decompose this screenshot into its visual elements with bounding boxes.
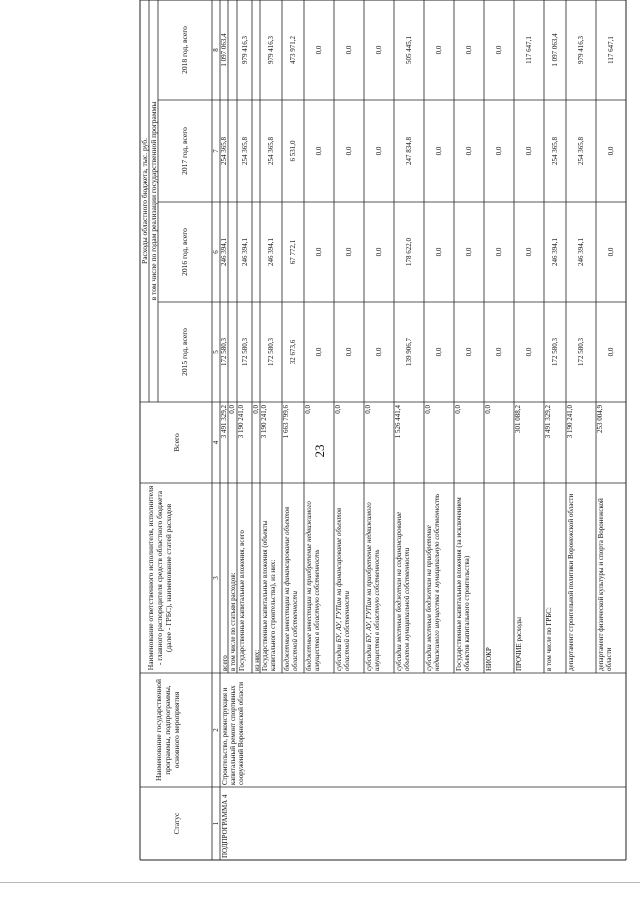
row-label: Государственные капитальные вложения, всего — [238, 530, 246, 671]
row-year-value: 1 097 063,4 — [220, 33, 228, 67]
row-total-value: 1 663 799,6 — [282, 405, 290, 439]
row-year-value: 979 416,3 — [240, 36, 249, 64]
col-number-5: 5 — [212, 350, 220, 354]
row-total-value: 0,0 — [454, 405, 462, 414]
row-year-value: 246 394,1 — [240, 238, 249, 266]
page-number: 23 — [312, 444, 327, 458]
row-year-value: 979 416,3 — [267, 36, 275, 64]
row-year-value: 139 906,7 — [405, 338, 413, 366]
row-year-value: 0,0 — [465, 247, 473, 257]
row-total-value: 0,0 — [304, 405, 312, 414]
row-year-value: 246 394,1 — [551, 238, 559, 266]
row-year-value: 0,0 — [315, 146, 323, 156]
row-year-value: 505 445,1 — [405, 36, 413, 64]
row-year-value: 67 772,1 — [289, 239, 297, 265]
row-total-value: 0,0 — [252, 405, 260, 414]
row-year-value — [252, 100, 261, 202]
row-total-value: 0,0 — [484, 405, 492, 414]
row-year-value: 0,0 — [375, 347, 383, 357]
row-year-value: 254 365,8 — [240, 137, 249, 165]
row-total-value: 3 190 241,0 — [566, 405, 574, 439]
row-total-value: 0,0 — [424, 405, 432, 414]
row-year-value: 254 365,8 — [267, 137, 275, 165]
row-label: всего — [221, 655, 229, 671]
row-year-value: 473 971,2 — [289, 36, 297, 64]
row-year-value: 172 580,3 — [577, 338, 585, 366]
col-number-7: 7 — [212, 149, 220, 153]
row-total-value: 0,0 — [228, 405, 236, 414]
row-year-value: 0,0 — [607, 247, 615, 257]
row-year-value — [252, 0, 261, 100]
row-total-value: 301 088,2 — [514, 405, 522, 433]
header-year-2018: 2018 год, всего — [180, 26, 189, 74]
row-year-value: 0,0 — [315, 45, 323, 55]
col-number-1: 1 — [212, 821, 220, 826]
row-year-value: 979 416,3 — [577, 36, 585, 64]
row-label: субсидии местным бюджетам на приобретение недвижимого имущества в муниципальную собственность — [425, 493, 441, 671]
row-year-value: 0,0 — [607, 146, 615, 156]
header-executor: Наименование ответственного исполнителя, исполнителя - главного распорядителя средств областного бюджета (далее - ГРБС), наименование статей расходов — [146, 485, 173, 671]
row-label: из них: — [253, 649, 261, 671]
budget-table — [100, 0, 644, 860]
row-year-value: 172 580,3 — [551, 338, 559, 366]
status-cell: ПОДПРОГРАММА 4 — [221, 794, 229, 858]
row-label: субсидии местным бюджетам на софинансирование объектов муниципальной собственности — [395, 511, 411, 671]
row-year-value — [228, 0, 237, 100]
row-year-value: 0,0 — [345, 45, 353, 55]
row-year-value: 0,0 — [465, 347, 473, 357]
row-year-value: 254 365,8 — [551, 137, 559, 165]
row-total-value: 1 526 441,4 — [394, 405, 402, 439]
row-year-value: 254 365,8 — [220, 137, 228, 165]
row-year-value — [252, 302, 261, 402]
row-label: департамент физической культуры и спорта Воронежской области — [597, 498, 613, 671]
header-status: Статус — [172, 812, 181, 835]
header-expenses-group: Расходы областного бюджета, тыс. руб. — [140, 138, 149, 264]
row-year-value: 0,0 — [375, 146, 383, 156]
row-year-value: 0,0 — [465, 146, 473, 156]
row-year-value: 0,0 — [495, 45, 503, 55]
row-label: субсидии БУ, АУ, ГУПам на финансирование объектов областной собственности — [335, 507, 351, 671]
col-number-2: 2 — [212, 728, 220, 732]
row-year-value: 0,0 — [435, 347, 443, 357]
row-year-value: 0,0 — [315, 247, 323, 257]
row-label: ПРОЧИЕ расходы — [515, 617, 523, 671]
bottom-divider — [0, 882, 640, 883]
row-year-value: 0,0 — [525, 146, 533, 156]
row-year-value: 0,0 — [607, 347, 615, 357]
row-label: Государственные капитальные вложения (объекты капитального строительства), из них: — [261, 520, 277, 671]
header-year-2016: 2016 год, всего — [180, 228, 189, 276]
col-number-8: 8 — [212, 48, 220, 52]
row-year-value: 0,0 — [435, 45, 443, 55]
row-year-value: 0,0 — [375, 45, 383, 55]
header-program-name: Наименование государственной программы, подпрограммы, основного мероприятия — [154, 678, 181, 782]
row-year-value — [228, 202, 237, 302]
row-year-value: 254 365,8 — [577, 137, 585, 165]
row-year-value: 0,0 — [525, 347, 533, 357]
row-year-value: 0,0 — [495, 146, 503, 156]
row-total-value: 3 190 241,0 — [260, 405, 268, 439]
row-year-value: 172 580,3 — [240, 338, 249, 366]
row-year-value: 6 531,0 — [289, 140, 297, 162]
row-label: бюджетные инвестиции на финансирование объектов областной собственности — [283, 506, 299, 671]
row-year-value: 0,0 — [435, 146, 443, 156]
row-year-value: 178 622,0 — [405, 238, 413, 266]
row-year-value: 246 394,1 — [267, 238, 275, 266]
row-year-value: 0,0 — [315, 347, 323, 357]
row-year-value: 0,0 — [525, 247, 533, 257]
row-year-value — [228, 302, 237, 402]
row-year-value: 32 673,6 — [289, 339, 297, 365]
row-label: в том числе по статьям расходов: — [229, 572, 237, 671]
row-year-value: 247 834,8 — [405, 137, 413, 165]
row-year-value: 0,0 — [345, 347, 353, 357]
row-year-value: 0,0 — [345, 146, 353, 156]
row-year-value: 172 580,3 — [267, 338, 275, 366]
col-number-6: 6 — [212, 250, 220, 254]
header-total: Всего — [172, 433, 181, 452]
row-year-value: 0,0 — [495, 247, 503, 257]
row-total-value: 0,0 — [364, 405, 372, 414]
row-year-value: 117 647,1 — [525, 36, 533, 64]
row-year-value: 246 394,1 — [577, 238, 585, 266]
row-year-value: 172 580,3 — [220, 338, 228, 366]
row-total-value: 3 491 329,2 — [220, 405, 228, 439]
header-year-2015: 2015 год, всего — [180, 328, 189, 376]
row-year-value: 1 097 063,4 — [551, 33, 559, 67]
row-total-value: 0,0 — [334, 405, 342, 414]
row-year-value: 0,0 — [375, 247, 383, 257]
row-year-value: 0,0 — [495, 347, 503, 357]
row-label: Государственные капитальные вложения (за исключением объектов капитального строительства) — [455, 497, 471, 671]
row-year-value: 0,0 — [345, 247, 353, 257]
program-cell: Строительство, реконструкция и капитальный ремонт спортивных сооружений Воронежской области — [221, 681, 245, 785]
col-number-4: 4 — [212, 440, 220, 445]
row-label: департамент строительной политики Воронежской области — [567, 493, 575, 671]
row-total-value: 3 190 241,0 — [237, 405, 245, 439]
row-year-value: 0,0 — [465, 45, 473, 55]
row-total-value: 253 004,9 — [596, 405, 604, 433]
row-label: в том числе по ГРБС: — [545, 607, 553, 671]
row-year-value: 117 647,1 — [607, 36, 615, 64]
row-total-value: 3 491 329,2 — [544, 405, 552, 439]
row-year-value: 246 394,1 — [220, 238, 228, 266]
row-year-value — [252, 202, 261, 302]
header-years-group: в том числе по годам реализации государственной программы — [149, 101, 158, 301]
col-number-3: 3 — [212, 576, 220, 580]
row-label: субсидии БУ, АУ, ГУПам на приобретение недвижимого имущества в областную собственность — [365, 502, 381, 671]
row-year-value — [228, 100, 237, 202]
row-label: бюджетные инвестиции на приобретение недвижимого имущества в областную собственность — [305, 501, 321, 671]
row-label: НИОКР — [485, 647, 493, 671]
header-year-2017: 2017 год, всего — [180, 127, 189, 175]
row-year-value: 0,0 — [435, 247, 443, 257]
